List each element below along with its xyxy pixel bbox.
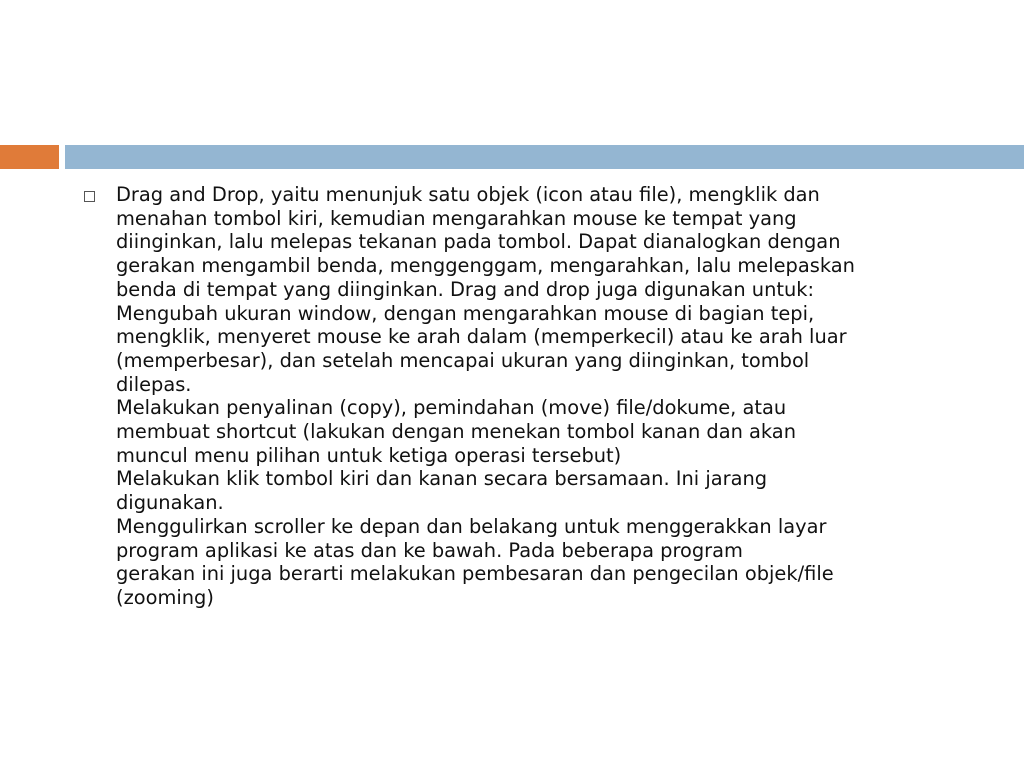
text-line: Mengubah ukuran window, dengan mengarahkan mouse di bagian tepi, [116, 301, 815, 325]
text-line: gerakan ini juga berarti melakukan pembesaran dan pengecilan objek/file [116, 562, 834, 586]
text-line: menahan tombol kiri, kemudian mengarahkan mouse ke tempat yang [116, 206, 797, 230]
bullet-item [80, 183, 980, 610]
slide-content [80, 183, 980, 610]
bullet-marker [80, 183, 116, 202]
text-line: program aplikasi ke atas dan ke bawah. Pada beberapa program [116, 538, 743, 562]
text-line: muncul menu pilihan untuk ketiga operasi tersebut) [116, 443, 622, 467]
text-line: Melakukan klik tombol kiri dan kanan secara bersamaan. Ini jarang [116, 467, 768, 491]
text-line: Melakukan penyalinan (copy), pemindahan (move) file/dokume, atau [116, 396, 787, 420]
text-line: dilepas. [116, 372, 192, 396]
text-line: benda di tempat yang diinginkan. Drag and drop juga digunakan untuk: [116, 277, 815, 301]
text-line: (zooming) [116, 585, 214, 609]
text-line: diinginkan, lalu melepas tekanan pada tombol. Dapat dianalogkan dengan [116, 230, 841, 254]
text-line: mengklik, menyeret mouse ke arah dalam (memperkecil) atau ke arah luar [116, 325, 847, 349]
accent-bar-orange [0, 145, 59, 169]
text-line: gerakan mengambil benda, menggenggam, mengarahkan, lalu melepaskan [116, 254, 855, 278]
bullet-text [116, 183, 980, 610]
text-line: Drag and Drop, yaitu menunjuk satu objek (icon atau file), mengklik dan [116, 183, 820, 206]
text-line: digunakan. [116, 491, 224, 515]
accent-bar-blue [65, 145, 1024, 169]
text-line: membuat shortcut (lakukan dengan menekan tombol kanan dan akan [116, 420, 796, 444]
text-line: Menggulirkan scroller ke depan dan belakang untuk menggerakkan layar [116, 514, 827, 538]
text-line: (memperbesar), dan setelah mencapai ukuran yang diinginkan, tombol [116, 348, 810, 372]
square-bullet-icon [84, 191, 95, 202]
